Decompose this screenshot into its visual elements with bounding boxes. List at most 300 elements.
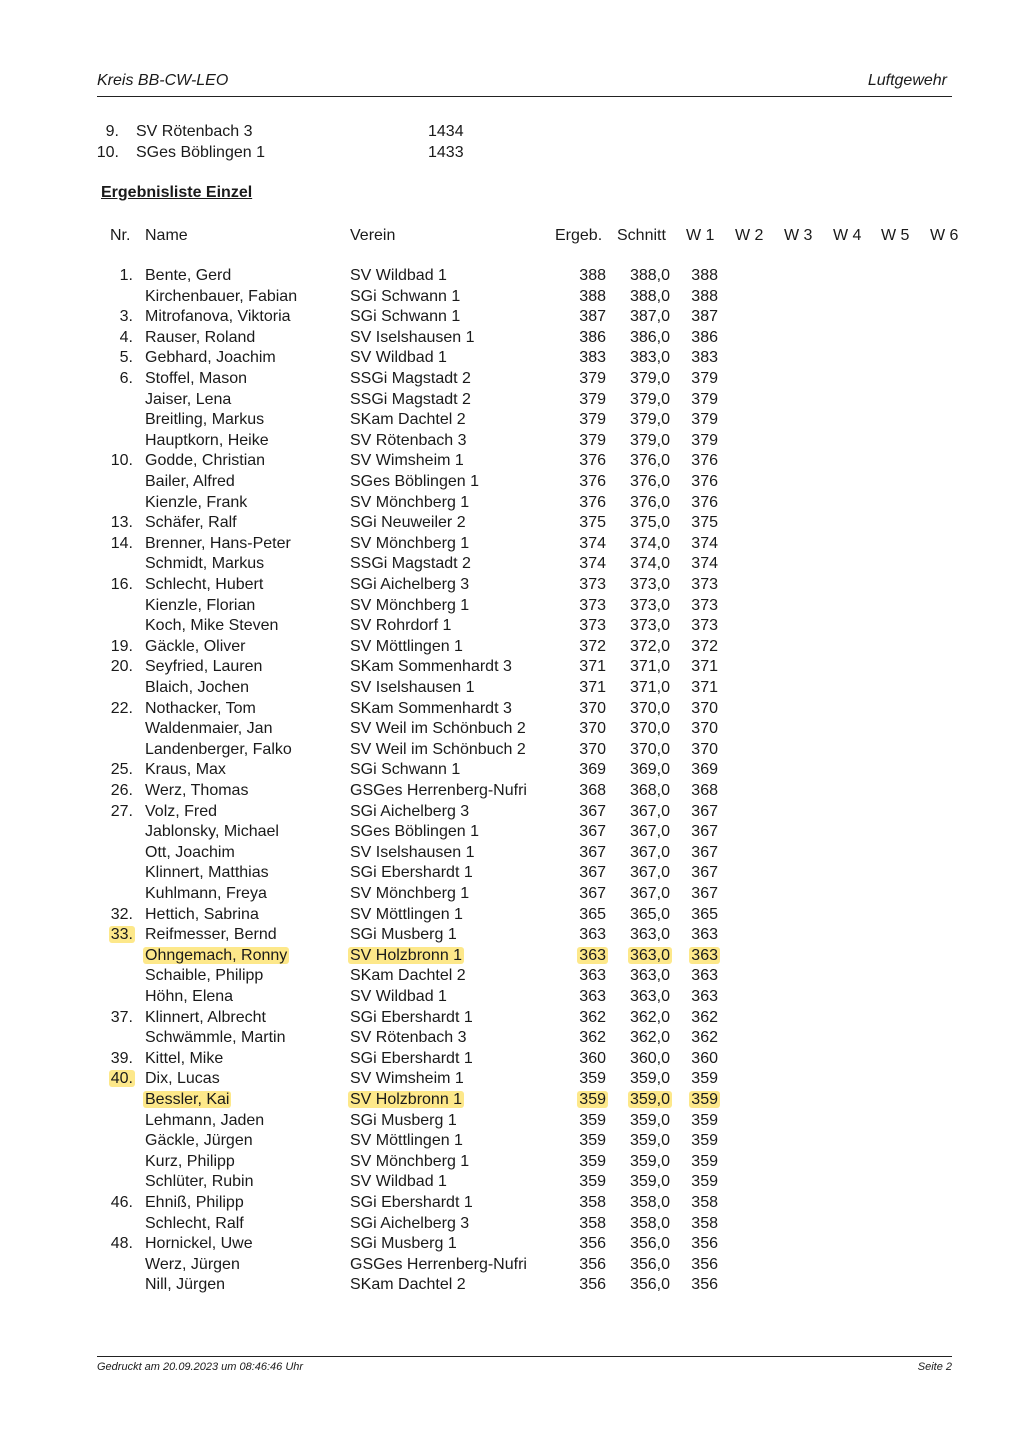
- table-row: [0, 1111, 1024, 1132]
- rank-cell-text: 26.: [110, 782, 133, 799]
- w1-cell-text: 359: [691, 1091, 718, 1108]
- schnitt-cell-text: 370,0: [629, 699, 670, 717]
- table-row: [0, 802, 1024, 823]
- w1-cell-text: 359: [691, 1070, 718, 1088]
- ergebnis-cell: [560, 266, 606, 286]
- w1-cell-text: 370: [691, 720, 718, 738]
- ergebnis-cell-text: 370: [579, 740, 606, 758]
- w1-cell: [682, 637, 718, 657]
- schnitt-cell: [616, 925, 670, 945]
- club-cell: [350, 575, 469, 595]
- club-cell: [350, 493, 469, 513]
- name-cell: [145, 843, 235, 863]
- club-cell: [350, 843, 475, 863]
- rank-cell: [90, 348, 133, 368]
- w1-cell: [682, 1152, 718, 1172]
- w1-cell-text: 370: [691, 740, 718, 758]
- name-cell-text: Klinnert, Albrecht: [145, 1008, 266, 1026]
- w1-cell: [682, 1172, 718, 1192]
- schnitt-cell-text: 373,0: [629, 576, 670, 593]
- ergebnis-cell-text: 374: [579, 534, 606, 552]
- schnitt-cell: [616, 1214, 670, 1234]
- ergebnis-cell: [560, 431, 606, 451]
- club-cell-text: SGi Musberg 1: [350, 926, 457, 944]
- ergebnis-cell: [560, 1008, 606, 1028]
- w1-cell-text: 365: [691, 905, 718, 923]
- table-row: [0, 1172, 1024, 1193]
- w1-cell-text: 368: [691, 782, 718, 799]
- w1-cell-text: 387: [691, 308, 718, 326]
- ergebnis-cell: [560, 575, 606, 595]
- club-cell-text: SV Möttlingen 1: [350, 1132, 463, 1150]
- w1-cell-text: 363: [691, 967, 718, 985]
- table-row: [0, 451, 1024, 472]
- name-cell: [145, 1152, 235, 1172]
- club-cell: [350, 472, 479, 492]
- ergebnis-cell-text: 358: [579, 1214, 606, 1232]
- name-cell: [145, 390, 231, 410]
- footer-page-number: Seite 2: [917, 1361, 952, 1373]
- club-cell-text: SV Holzbronn 1: [350, 946, 463, 964]
- name-cell: [145, 802, 217, 822]
- schnitt-cell-text: 374,0: [629, 555, 670, 573]
- club-cell-text: SGes Böblingen 1: [350, 473, 479, 490]
- club-cell: [350, 905, 463, 925]
- name-cell: [145, 328, 255, 348]
- club-cell: [350, 637, 463, 657]
- schnitt-cell: [616, 1275, 670, 1295]
- column-header-nr: Nr.: [110, 227, 131, 244]
- w1-cell-text: 370: [691, 699, 718, 717]
- ergebnis-cell-text: 370: [579, 699, 606, 717]
- ergebnis-cell-text: 367: [579, 864, 606, 882]
- schnitt-cell-text: 356,0: [629, 1255, 670, 1273]
- ergebnis-cell: [560, 966, 606, 986]
- ergebnis-cell: [560, 1069, 606, 1089]
- w1-cell: [682, 822, 718, 842]
- schnitt-cell: [616, 822, 670, 842]
- schnitt-cell: [616, 307, 670, 327]
- name-cell: [145, 472, 235, 492]
- name-cell-text: Ott, Joachim: [145, 843, 235, 861]
- ergebnis-cell: [560, 1049, 606, 1069]
- ergebnis-cell: [560, 760, 606, 780]
- ergebnis-cell-text: 356: [579, 1255, 606, 1273]
- table-row: [0, 616, 1024, 637]
- w1-cell: [682, 802, 718, 822]
- w1-cell: [682, 1214, 718, 1234]
- table-row: [0, 534, 1024, 555]
- ergebnis-cell: [560, 1131, 606, 1151]
- ergebnis-cell-text: 372: [579, 637, 606, 655]
- table-row: [0, 1008, 1024, 1029]
- schnitt-cell-text: 367,0: [629, 843, 670, 861]
- name-cell-text: Kuhlmann, Freya: [145, 885, 267, 902]
- ergebnis-cell-text: 363: [579, 988, 606, 1005]
- w1-cell-text: 388: [691, 267, 718, 284]
- table-row: [0, 1152, 1024, 1173]
- ergebnis-cell: [560, 678, 606, 698]
- name-cell-text: Ehniß, Philipp: [145, 1194, 244, 1211]
- club-cell: [350, 740, 526, 760]
- w1-cell-text: 371: [691, 679, 718, 696]
- club-cell: [350, 1152, 469, 1172]
- rank-cell-text: 48.: [110, 1235, 133, 1253]
- club-cell-text: SGi Ebershardt 1: [350, 1049, 473, 1067]
- schnitt-cell: [616, 1172, 670, 1192]
- ergebnis-cell-text: 370: [579, 720, 606, 738]
- schnitt-cell: [616, 1193, 670, 1213]
- ergebnis-cell: [560, 1193, 606, 1213]
- ergebnis-cell-text: 359: [579, 1132, 606, 1150]
- club-cell: [350, 678, 475, 698]
- ergebnis-cell-text: 376: [579, 452, 606, 470]
- ergebnis-cell-text: 362: [579, 1008, 606, 1026]
- ergebnis-cell: [560, 596, 606, 616]
- w1-cell-text: 379: [691, 390, 718, 408]
- schnitt-cell-text: 369,0: [629, 761, 670, 779]
- table-row: [0, 596, 1024, 617]
- w1-cell-text: 375: [691, 514, 718, 532]
- name-cell: [145, 534, 291, 554]
- w1-cell: [682, 513, 718, 533]
- club-cell-text: SKam Dachtel 2: [350, 1276, 466, 1294]
- club-cell-text: SV Wildbad 1: [350, 988, 447, 1005]
- name-cell-text: Koch, Mike Steven: [145, 617, 279, 635]
- table-row: [0, 884, 1024, 905]
- w1-cell: [682, 863, 718, 883]
- ergebnis-cell-text: 388: [579, 287, 606, 305]
- table-row: [0, 1234, 1024, 1255]
- name-cell-text: Waldenmaier, Jan: [145, 720, 273, 738]
- club-cell: [350, 925, 457, 945]
- name-cell-text: Godde, Christian: [145, 452, 266, 470]
- w1-cell-text: 359: [691, 1152, 718, 1170]
- club-cell: [350, 554, 471, 574]
- club-cell: [350, 781, 527, 801]
- ergebnis-cell-text: 363: [579, 926, 606, 944]
- club-cell: [350, 596, 469, 616]
- w1-cell: [682, 760, 718, 780]
- rank-cell: [90, 307, 133, 327]
- table-row: [0, 843, 1024, 864]
- schnitt-cell: [616, 1008, 670, 1028]
- name-cell: [145, 1234, 253, 1254]
- name-cell: [145, 1275, 225, 1295]
- schnitt-cell-text: 370,0: [629, 720, 670, 738]
- ergebnis-cell: [560, 513, 606, 533]
- schnitt-cell-text: 387,0: [629, 308, 670, 326]
- name-cell: [145, 1090, 229, 1110]
- name-cell: [145, 307, 291, 327]
- w1-cell-text: 373: [691, 596, 718, 614]
- ergebnis-cell-text: 359: [579, 1070, 606, 1088]
- w1-cell-text: 367: [691, 864, 718, 882]
- w1-cell: [682, 1255, 718, 1275]
- name-cell: [145, 657, 262, 677]
- club-cell-text: SV Mönchberg 1: [350, 885, 470, 902]
- club-cell: [350, 1234, 457, 1254]
- w1-cell: [682, 740, 718, 760]
- ergebnis-cell-text: 359: [579, 1111, 606, 1129]
- schnitt-cell: [616, 554, 670, 574]
- w1-cell: [682, 369, 718, 389]
- ergebnis-cell: [560, 699, 606, 719]
- name-cell: [145, 1255, 240, 1275]
- rank-cell-text: 40.: [110, 1070, 133, 1088]
- name-cell-text: Schäfer, Ralf: [145, 514, 237, 532]
- ergebnis-cell: [560, 925, 606, 945]
- rank-cell: [90, 760, 133, 780]
- header-right-title: Luftgewehr: [867, 72, 947, 89]
- club-cell: [350, 287, 460, 307]
- w1-cell-text: 374: [691, 534, 718, 552]
- club-cell-text: SSGi Magstadt 2: [350, 555, 471, 573]
- schnitt-cell: [616, 369, 670, 389]
- schnitt-cell-text: 359,0: [629, 1111, 670, 1129]
- schnitt-cell: [616, 266, 670, 286]
- club-cell-text: SGi Aichelberg 3: [350, 576, 470, 593]
- name-cell-text: Hornickel, Uwe: [145, 1235, 253, 1253]
- name-cell-text: Klinnert, Matthias: [145, 864, 269, 882]
- club-cell-text: SGi Ebershardt 1: [350, 1008, 473, 1026]
- schnitt-cell: [616, 781, 670, 801]
- ergebnis-cell: [560, 1255, 606, 1275]
- ergebnis-cell: [560, 657, 606, 677]
- column-header-w2: W 2: [735, 227, 764, 244]
- club-cell: [350, 513, 466, 533]
- ergebnis-cell: [560, 946, 606, 966]
- name-cell: [145, 348, 276, 368]
- name-cell: [145, 451, 265, 471]
- w1-cell-text: 359: [691, 1132, 718, 1150]
- w1-cell-text: 363: [691, 946, 718, 964]
- schnitt-cell-text: 368,0: [629, 782, 670, 799]
- club-cell: [350, 1090, 462, 1110]
- table-row: [0, 493, 1024, 514]
- ergebnis-cell-text: 371: [579, 679, 606, 696]
- rank-cell-text: 13.: [110, 514, 133, 532]
- table-row: [0, 699, 1024, 720]
- ergebnis-cell-text: 379: [579, 370, 606, 387]
- name-cell: [145, 1214, 244, 1234]
- club-cell: [350, 369, 471, 389]
- ergebnis-cell-text: 386: [579, 328, 606, 346]
- club-cell-text: SKam Dachtel 2: [350, 411, 466, 429]
- club-cell-text: SV Wildbad 1: [350, 267, 447, 284]
- table-row: [0, 1275, 1024, 1296]
- table-row: [0, 1028, 1024, 1049]
- rank-cell-text: 19.: [110, 637, 133, 655]
- w1-cell: [682, 678, 718, 698]
- schnitt-cell-text: 363,0: [629, 946, 670, 964]
- table-row: [0, 1193, 1024, 1214]
- club-cell-text: SGes Böblingen 1: [350, 823, 479, 841]
- rank-cell-text: 3.: [119, 308, 133, 326]
- w1-cell-text: 359: [691, 1111, 718, 1129]
- club-cell: [350, 616, 451, 636]
- table-row: [0, 740, 1024, 761]
- ergebnis-cell: [560, 781, 606, 801]
- column-header-w5: W 5: [881, 227, 910, 244]
- schnitt-cell-text: 367,0: [629, 864, 670, 882]
- name-cell: [145, 1111, 264, 1131]
- name-cell: [145, 637, 245, 657]
- schnitt-cell: [616, 905, 670, 925]
- w1-cell: [682, 534, 718, 554]
- ergebnis-cell-text: 359: [579, 1152, 606, 1170]
- schnitt-cell: [616, 1234, 670, 1254]
- name-cell-text: Schlecht, Hubert: [145, 576, 264, 593]
- ergebnis-cell: [560, 554, 606, 574]
- schnitt-cell-text: 358,0: [629, 1194, 670, 1211]
- w1-cell: [682, 1234, 718, 1254]
- w1-cell: [682, 390, 718, 410]
- schnitt-cell: [616, 699, 670, 719]
- ergebnis-cell: [560, 1111, 606, 1131]
- name-cell-text: Gäckle, Jürgen: [145, 1132, 253, 1150]
- name-cell: [145, 287, 297, 307]
- name-cell: [145, 410, 264, 430]
- schnitt-cell-text: 367,0: [629, 802, 670, 820]
- schnitt-cell: [616, 802, 670, 822]
- table-row: [0, 657, 1024, 678]
- table-row: [0, 390, 1024, 411]
- schnitt-cell: [616, 1090, 670, 1110]
- w1-cell: [682, 307, 718, 327]
- name-cell-text: Hauptkorn, Heike: [145, 431, 269, 449]
- rank-cell: [90, 369, 133, 389]
- table-row: [0, 1131, 1024, 1152]
- club-cell-text: SGi Schwann 1: [350, 308, 461, 326]
- rank-cell-text: 25.: [110, 761, 133, 779]
- name-cell-text: Höhn, Elena: [145, 988, 234, 1005]
- name-cell-text: Rauser, Roland: [145, 328, 256, 346]
- club-cell-text: SV Wildbad 1: [350, 349, 447, 367]
- name-cell-text: Kienzle, Frank: [145, 493, 248, 511]
- schnitt-cell: [616, 348, 670, 368]
- schnitt-cell-text: 373,0: [629, 617, 670, 635]
- club-cell-text: SV Rötenbach 3: [350, 431, 467, 449]
- ergebnis-cell: [560, 348, 606, 368]
- club-cell: [350, 307, 460, 327]
- table-row: [0, 431, 1024, 452]
- schnitt-cell-text: 359,0: [629, 1173, 670, 1191]
- club-cell: [350, 657, 512, 677]
- name-cell-text: Kraus, Max: [145, 761, 226, 779]
- ergebnis-cell: [560, 369, 606, 389]
- schnitt-cell-text: 360,0: [629, 1049, 670, 1067]
- w1-cell: [682, 575, 718, 595]
- ergebnis-cell-text: 356: [579, 1276, 606, 1294]
- club-cell: [350, 699, 512, 719]
- club-cell-text: SV Mönchberg 1: [350, 596, 470, 614]
- w1-cell: [682, 616, 718, 636]
- w1-cell: [682, 410, 718, 430]
- w1-cell-text: 356: [691, 1276, 718, 1294]
- w1-cell: [682, 781, 718, 801]
- rank-cell: [90, 451, 133, 471]
- club-cell-text: GSGes Herrenberg-Nufri: [350, 782, 527, 799]
- team-rank: 10.: [96, 144, 119, 161]
- w1-cell-text: 363: [691, 988, 718, 1005]
- club-cell-text: SGi Ebershardt 1: [350, 1194, 473, 1211]
- w1-cell: [682, 884, 718, 904]
- w1-cell-text: 379: [691, 431, 718, 449]
- club-cell: [350, 1255, 527, 1275]
- w1-cell: [682, 699, 718, 719]
- ergebnis-cell-text: 373: [579, 576, 606, 593]
- rank-cell-text: 39.: [110, 1049, 133, 1067]
- schnitt-cell-text: 356,0: [629, 1276, 670, 1294]
- name-cell-text: Landenberger, Falko: [145, 740, 292, 758]
- schnitt-cell: [616, 328, 670, 348]
- w1-cell-text: 367: [691, 823, 718, 841]
- schnitt-cell-text: 379,0: [629, 431, 670, 449]
- ergebnis-cell-text: 360: [579, 1049, 606, 1067]
- club-cell-text: SV Weil im Schönbuch 2: [350, 720, 526, 738]
- schnitt-cell-text: 386,0: [629, 328, 670, 346]
- column-header-w6: W 6: [930, 227, 959, 244]
- ergebnis-cell-text: 379: [579, 411, 606, 429]
- header-divider: [97, 96, 952, 97]
- column-header-w4: W 4: [833, 227, 862, 244]
- schnitt-cell-text: 371,0: [629, 679, 670, 696]
- table-row: [0, 1049, 1024, 1070]
- w1-cell: [682, 905, 718, 925]
- schnitt-cell: [616, 678, 670, 698]
- w1-cell: [682, 966, 718, 986]
- ergebnis-cell: [560, 740, 606, 760]
- schnitt-cell-text: 367,0: [629, 885, 670, 902]
- table-row: [0, 966, 1024, 987]
- ergebnis-cell-text: 379: [579, 390, 606, 408]
- name-cell-text: Lehmann, Jaden: [145, 1111, 265, 1129]
- club-cell-text: SGi Ebershardt 1: [350, 864, 473, 882]
- name-cell: [145, 1131, 253, 1151]
- w1-cell: [682, 657, 718, 677]
- ergebnis-cell: [560, 1152, 606, 1172]
- ergebnis-cell: [560, 534, 606, 554]
- schnitt-cell-text: 388,0: [629, 287, 670, 305]
- schnitt-cell: [616, 740, 670, 760]
- rank-cell-text: 32.: [110, 905, 133, 923]
- name-cell: [145, 925, 277, 945]
- rank-cell: [90, 1193, 133, 1213]
- table-row: [0, 554, 1024, 575]
- ergebnis-cell: [560, 493, 606, 513]
- club-cell: [350, 966, 466, 986]
- name-cell-text: Reifmesser, Bernd: [145, 926, 277, 944]
- schnitt-cell-text: 359,0: [629, 1152, 670, 1170]
- w1-cell: [682, 1008, 718, 1028]
- name-cell: [145, 1069, 220, 1089]
- name-cell: [145, 678, 249, 698]
- w1-cell-text: 367: [691, 843, 718, 861]
- ergebnis-cell-text: 359: [579, 1091, 606, 1108]
- rank-cell-text: 20.: [110, 658, 133, 676]
- w1-cell: [682, 946, 718, 966]
- table-row: [0, 328, 1024, 349]
- table-row: [0, 472, 1024, 493]
- w1-cell-text: 362: [691, 1008, 718, 1026]
- name-cell: [145, 1193, 244, 1213]
- name-cell: [145, 863, 269, 883]
- schnitt-cell-text: 356,0: [629, 1235, 670, 1253]
- schnitt-cell: [616, 596, 670, 616]
- name-cell-text: Schwämmle, Martin: [145, 1029, 286, 1047]
- table-row: [0, 307, 1024, 328]
